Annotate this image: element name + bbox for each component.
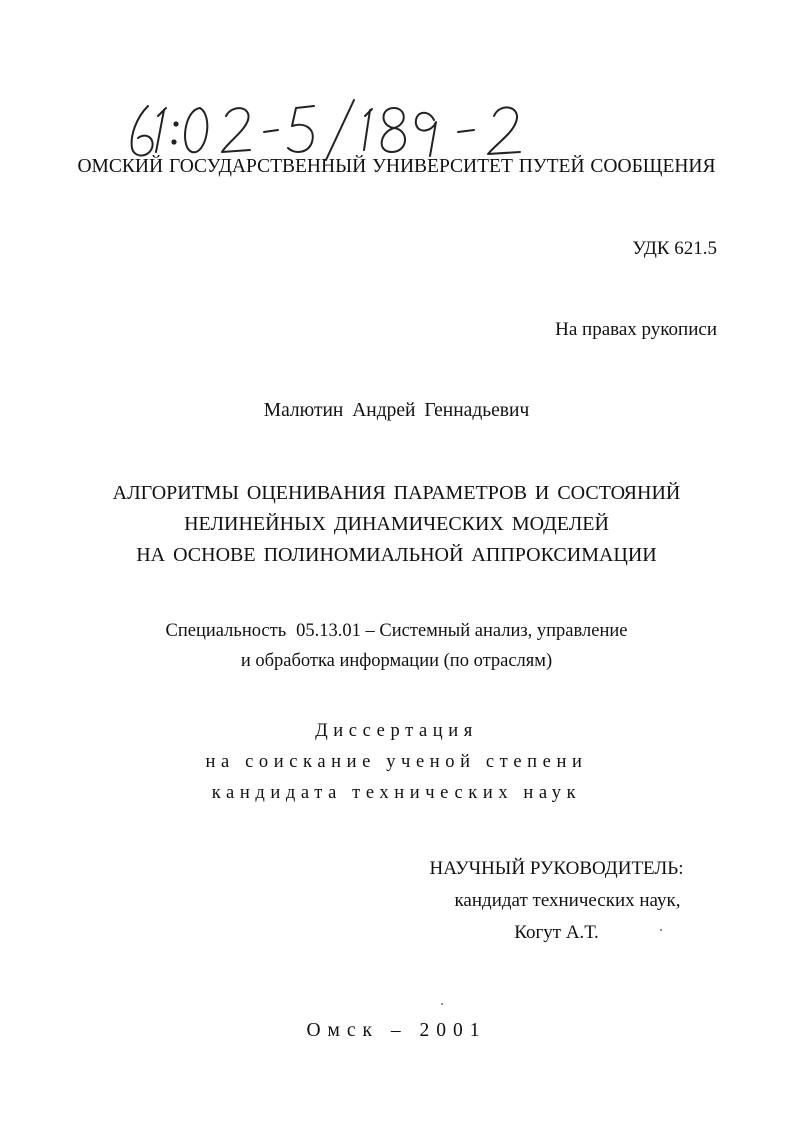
author-name: Малютин Андрей Геннадьевич (263, 400, 530, 421)
title-line: НЕЛИНЕЙНЫХ ДИНАМИЧЕСКИХ МОДЕЛЕЙ (184, 513, 609, 535)
degree-purpose: на соискание ученой степени (205, 752, 588, 772)
scan-speck (441, 1003, 443, 1005)
supervisor-name: Когут А.Т. (514, 922, 599, 943)
supervisor-degree: кандидат технических наук, (454, 890, 681, 911)
dissertation-label: Диссертация (315, 721, 478, 741)
specialty-line-2: и обработка информации (по отраслям) (240, 651, 553, 671)
university-name: ОМСКИЙ ГОСУДАРСТВЕННЫЙ УНИВЕРСИТЕТ ПУТЕЙ СООБЩЕНИЯ (77, 156, 716, 177)
title-line: НА ОСНОВЕ ПОЛИНОМИАЛЬНОЙ АППРОКСИМАЦИИ (136, 544, 657, 566)
supervisor-block (0, 853, 793, 949)
specialty-code: 05.13.01 – Системный анализ, управление (296, 621, 628, 641)
specialty-block (0, 616, 793, 676)
dissertation-type (0, 716, 793, 809)
specialty-line-1 (0, 616, 793, 646)
specialty-label: Специальность (165, 621, 287, 641)
udk-code: УДК 621.5 (632, 238, 717, 259)
rights-note: На правах рукописи (555, 319, 717, 340)
title-line: АЛГОРИТМЫ ОЦЕНИВАНИЯ ПАРАМЕТРОВ И СОСТОЯНИЙ (112, 482, 681, 504)
scan-speck (660, 929, 662, 931)
city-year: Омск – 2001 (306, 1020, 487, 1041)
degree-name: кандидата технических наук (211, 783, 582, 803)
supervisor-heading: НАУЧНЫЙ РУКОВОДИТЕЛЬ: (429, 858, 684, 879)
dissertation-title (0, 478, 793, 571)
